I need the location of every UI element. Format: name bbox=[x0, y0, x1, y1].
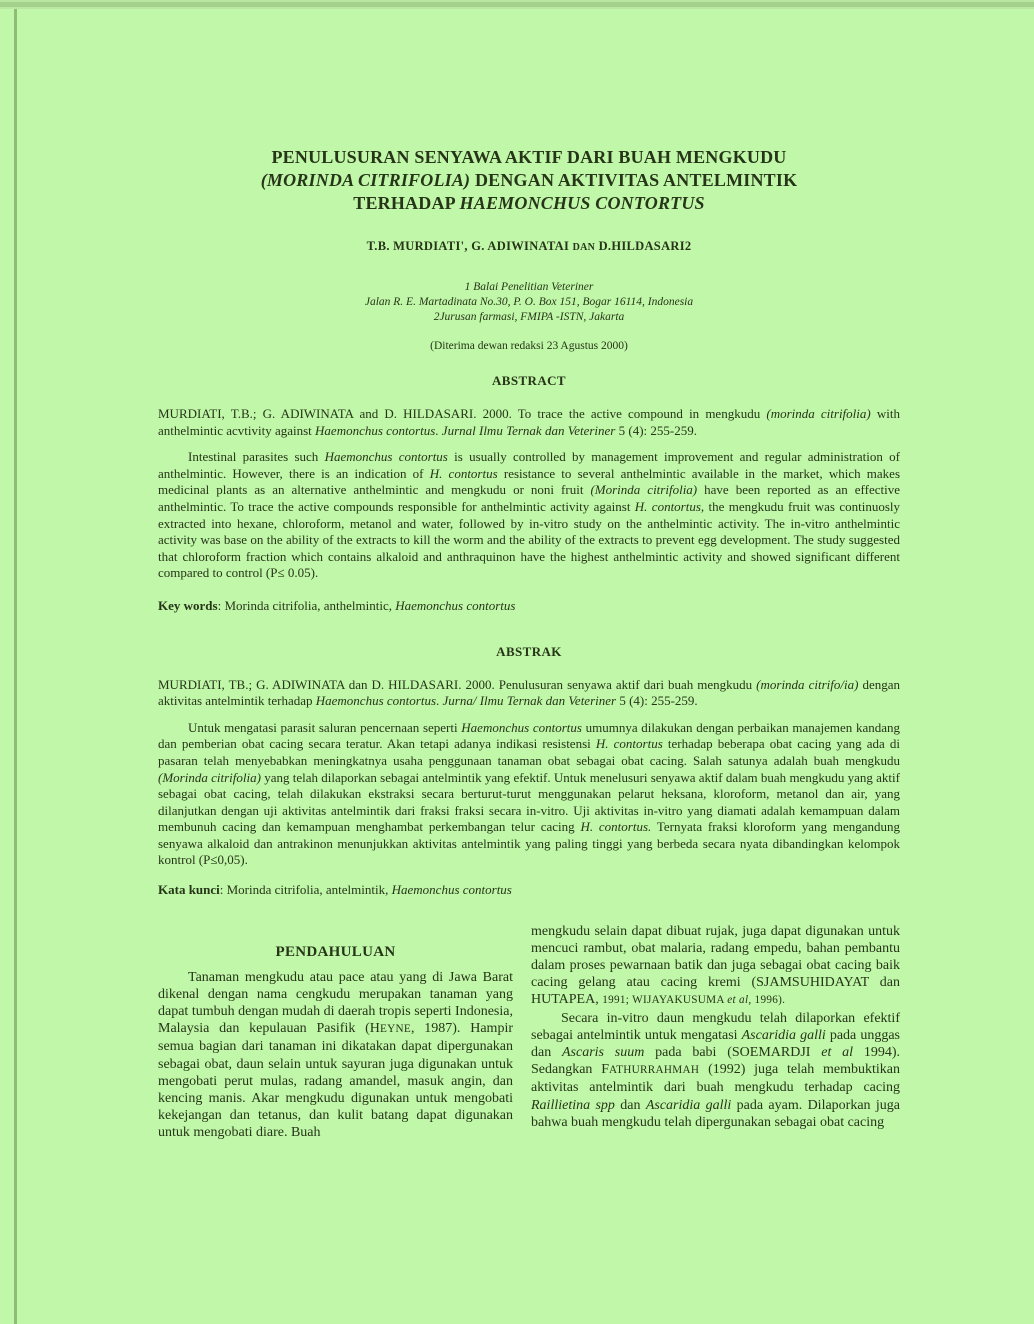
title-line-1: PENULUSURAN SENYAWA AKTIF DARI BUAH MENGKUDU bbox=[271, 147, 787, 167]
title-line-2: (MORINDA CITRIFOLIA) DENGAN AKTIVITAS ANTELMINTIK bbox=[260, 170, 798, 190]
right-column-paragraph-2: Secara in-vitro daun mengkudu telah dilaporkan efektif sebagai antelmintik untuk mengatasi Ascaridia galli pada unggas dan Ascaris suum pada babi (SOEMARDJI et al 1994). Sedangkan FATHURRAHMAH (1992) juga telah membuktikan aktivitas antelmintik dari buah mengkudu terhadap cacing Raillietina spp dan Ascaridia galli pada ayam. Dilaporkan juga bahwa buah mengkudu telah dipergunakan sebagai obat cacing bbox=[531, 1010, 900, 1130]
abstract-heading: ABSTRACT bbox=[492, 373, 566, 388]
abstrak-heading: ABSTRAK bbox=[496, 643, 562, 659]
right-column bbox=[531, 923, 900, 1142]
affiliation-2: Jalan R. E. Martadinata No.30, P. O. Box 151, Bogar 16114, Indonesia bbox=[364, 296, 694, 308]
abstrak-body: Untuk mengatasi parasit saluran pencernaan seperti Haemonchus contortus umumnya dilakukan dengan perbaikan manajemen kandang dan pemberian obat cacing secara teratur. Akan tetapi adanya indikasi resistensi H. contortus terhadap beberapa obat cacing yang ada di pasaran telah menyebabkan meningkatnya usaha penggunaan tanaman obat sebagai obat cacing. Salah satunya adalah buah mengkudu (Morinda citrifolia) yang telah dilaporkan sebagai antelmintik yang efektif. Untuk menelusuri senyawa aktif dalam buah mengkudu yang aktif sebagai obat cacing, telah dilakukan ekstraksi secara berturut-turut menggunakan pelarut heksana, kloroform, metanol dan air, yang dilanjutkan dengan uji aktivitas antelmintik dari fraksi fraksi secara in-vitro. Uji aktivitas in-vitro yang diamati adalah kemampuan dalam membunuh cacing dan kemampuan menghambat perkembangan telur cacing H. contortus. Ternyata fraksi kloroform yang mengandung senyawa alkaloid dan antrakinon menunjukkan aktivitas antelmintik yang paling tinggi yang berbeda secara nyata dibandingkan kelompok kontrol (P≤0,05). bbox=[158, 719, 901, 868]
keywords-line: Key words: Morinda citrifolia, anthelmintic, Haemonchus contortus bbox=[158, 597, 516, 613]
received-note: (Diterima dewan redaksi 23 Agustus 2000) bbox=[430, 340, 628, 352]
affiliation-3: 2Jurusan farmasi, FMIPA -ISTN, Jakarta bbox=[433, 311, 625, 323]
affiliations-block bbox=[158, 280, 900, 325]
article-title bbox=[158, 0, 900, 215]
authors-line: T.B. MURDIATI', G. ADIWINATAI DAN D.HILDASARI2 bbox=[366, 239, 692, 253]
abstract-body: Intestinal parasites such Haemonchus contortus is usually controlled by management improvement and regular administration of anthelmintic. However, there is an indication of H. contortus resistance to several anthelmintic available in the market, which makes medicinal plants as an alternative anthelmintic and mengkudu or noni fruit (Morinda citrifolia) have been reported as an effective anthelmintic. To trace the active compounds responsible for anthelmintic activity against H. contortus, the mengkudu fruit was continuosly extracted into hexane, chloroform, metanol and water, followed by in-vitro study on the anthelmintic activity. The in-vitro anthelmintic activity was base on the ability of the extracts to kill the worm and the ability of the extracts to prevent egg development. The study suggested that chloroform fraction which contains alkaloid and anthraquinon have the highest anthelmintic activity and showed significant different compared to control (P≤ 0.05). bbox=[158, 449, 901, 581]
article bbox=[158, 0, 900, 1142]
intro-paragraph: Tanaman mengkudu atau pace atau yang di Jawa Barat dikenal dengan nama cengkudu merupakan tanaman yang dapat tumbuh dengan mudah di daerah tropis seperti Indonesia, Malaysia dan kepulauan Pasifik (HEYNE, 1987). Hampir semua bagian dari tanaman ini dikatakan dapat dipergunakan sebagai obat, daun selain untuk sayuran juga digunakan untuk mengobati perut mulas, radang amandel, masuk angin, dan kencing manis. Akar mengkudu digunakan untuk mengobati kekejangan dan tetanus, dan kulit batang dapat digunakan untuk mengobati diare. Buah bbox=[158, 969, 513, 1141]
abstrak-citation: MURDIATI, TB.; G. ADIWINATA dan D. HILDASARI. 2000. Penulusuran senyawa aktif dari buah mengkudu (morinda citrifo/ia) dengan aktivitas antelmintik terhadap Haemonchus contortus. Jurna/ Ilmu Ternak dan Veteriner 5 (4): 255-259. bbox=[158, 676, 900, 709]
affiliation-1: 1 Balai Penelitian Veteriner bbox=[464, 281, 594, 293]
intro-heading: PENDAHULUAN bbox=[275, 943, 396, 960]
abstract-citation: MURDIATI, T.B.; G. ADIWINATA and D. HILDASARI. 2000. To trace the active compound in mengkudu (morinda citrifolia) with anthelmintic acvtivity against Haemonchus contortus. Jurnal Ilmu Ternak dan Veteriner 5 (4): 255-259. bbox=[158, 406, 900, 438]
title-line-3: TERHADAP HAEMONCHUS CONTORTUS bbox=[353, 193, 705, 213]
two-column-section bbox=[158, 923, 900, 1142]
left-column bbox=[158, 923, 513, 1142]
right-column-paragraph-1: mengkudu selain dapat dibuat rujak, juga dapat digunakan untuk mencuci rambut, obat malaria, radang empedu, bahan pembantu dalam proses pewarnaan batik dan juga sebagai obat cacing baik cacing gelang atau cacing kremi (SJAMSUHIDAYAT dan HUTAPEA, 1991; WIJAYAKUSUMA et al, 1996). bbox=[531, 923, 900, 1008]
kata-kunci-line: Kata kunci: Morinda citrifolia, antelmintik, Haemonchus contortus bbox=[158, 882, 512, 898]
page-left-border bbox=[14, 9, 17, 1324]
